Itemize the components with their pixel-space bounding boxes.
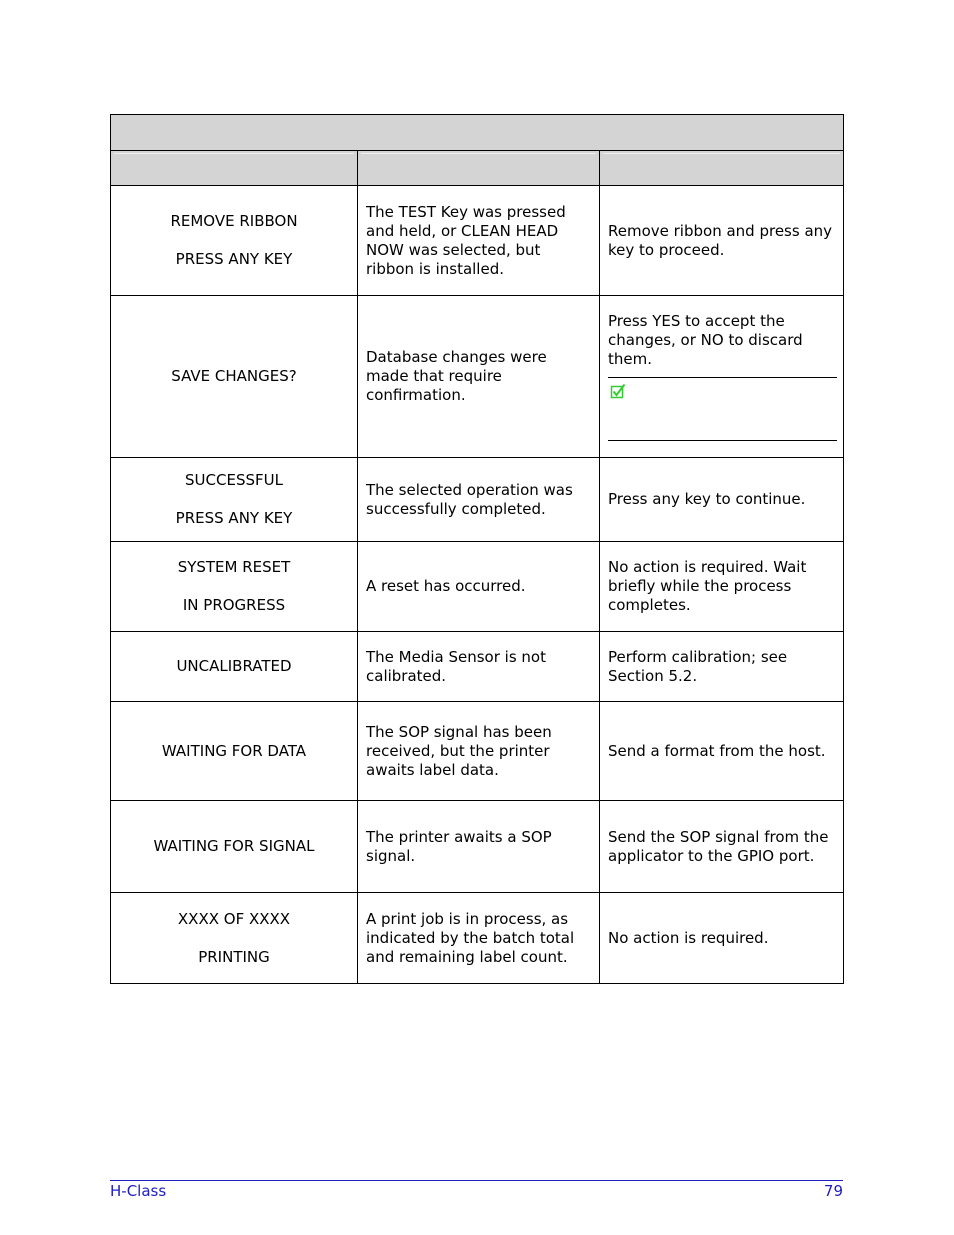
header-cell-message [111,151,358,186]
checkbox-icon [610,383,626,399]
page-footer [110,1180,843,1200]
action-cell: Send a format from the host. [600,702,844,801]
condition-cell: The selected operation was successfully completed. [358,458,600,542]
message-cell [111,801,358,893]
message-text: UNCALIBRATED [176,657,292,675]
footer-page-number: 79 [823,1182,843,1200]
condition-cell: Database changes were made that require confirmation. [358,296,600,458]
footer-product-name: H-Class [110,1182,167,1200]
message-text: SUCCESSFUL [185,471,283,489]
condition-cell: The printer awaits a SOP signal. [358,801,600,893]
message-cell [111,632,358,702]
message-text: WAITING FOR DATA [161,741,307,760]
message-cell [111,893,358,984]
table-row [111,458,844,542]
table-title-cell [111,115,844,151]
header-cell-condition [358,151,600,186]
action-cell: Perform calibration; see Section 5.2. [600,632,844,702]
message-cell [111,296,358,458]
action-cell: Remove ribbon and press any key to proceed. [600,186,844,296]
message-cell [111,542,358,632]
action-cell: No action is required. Wait briefly while the process completes. [600,542,844,632]
message-text: WAITING FOR SIGNAL [153,837,315,855]
action-cell [600,296,844,458]
table-row [111,632,844,702]
message-text: SYSTEM RESET [177,558,291,576]
condition-cell: The Media Sensor is not calibrated. [358,632,600,702]
table-row [111,542,844,632]
table-title-row [111,115,844,151]
condition-cell: A print job is in process, as indicated by the batch total and remaining label count. [358,893,600,984]
table-row [111,296,844,458]
message-cell [111,702,358,801]
message-cell [111,186,358,296]
message-text: XXXX OF XXXX [177,909,291,928]
message-text: IN PROGRESS [182,596,286,614]
message-text: PRINTING [198,947,270,966]
message-text: PRESS ANY KEY [175,250,293,268]
message-text: SAVE CHANGES? [171,367,297,385]
table-row [111,186,844,296]
table-row [111,702,844,801]
action-text: Press YES to accept the changes, or NO to discard them. [608,312,803,368]
action-cell: No action is required. [600,893,844,984]
message-text: PRESS ANY KEY [175,509,293,527]
condition-cell: The TEST Key was pressed and held, or CLEAN HEAD NOW was selected, but ribbon is installed. [358,186,600,296]
message-table [110,114,844,984]
condition-cell: The SOP signal has been received, but the printer awaits label data. [358,702,600,801]
condition-cell: A reset has occurred. [358,542,600,632]
action-cell: Send the SOP signal from the applicator to the GPIO port. [600,801,844,893]
table-row [111,893,844,984]
table-header-row [111,151,844,186]
action-cell: Press any key to continue. [600,458,844,542]
message-text: REMOVE RIBBON [170,212,298,230]
message-cell [111,458,358,542]
note-box [608,377,837,441]
table-row [111,801,844,893]
header-cell-action [600,151,844,186]
